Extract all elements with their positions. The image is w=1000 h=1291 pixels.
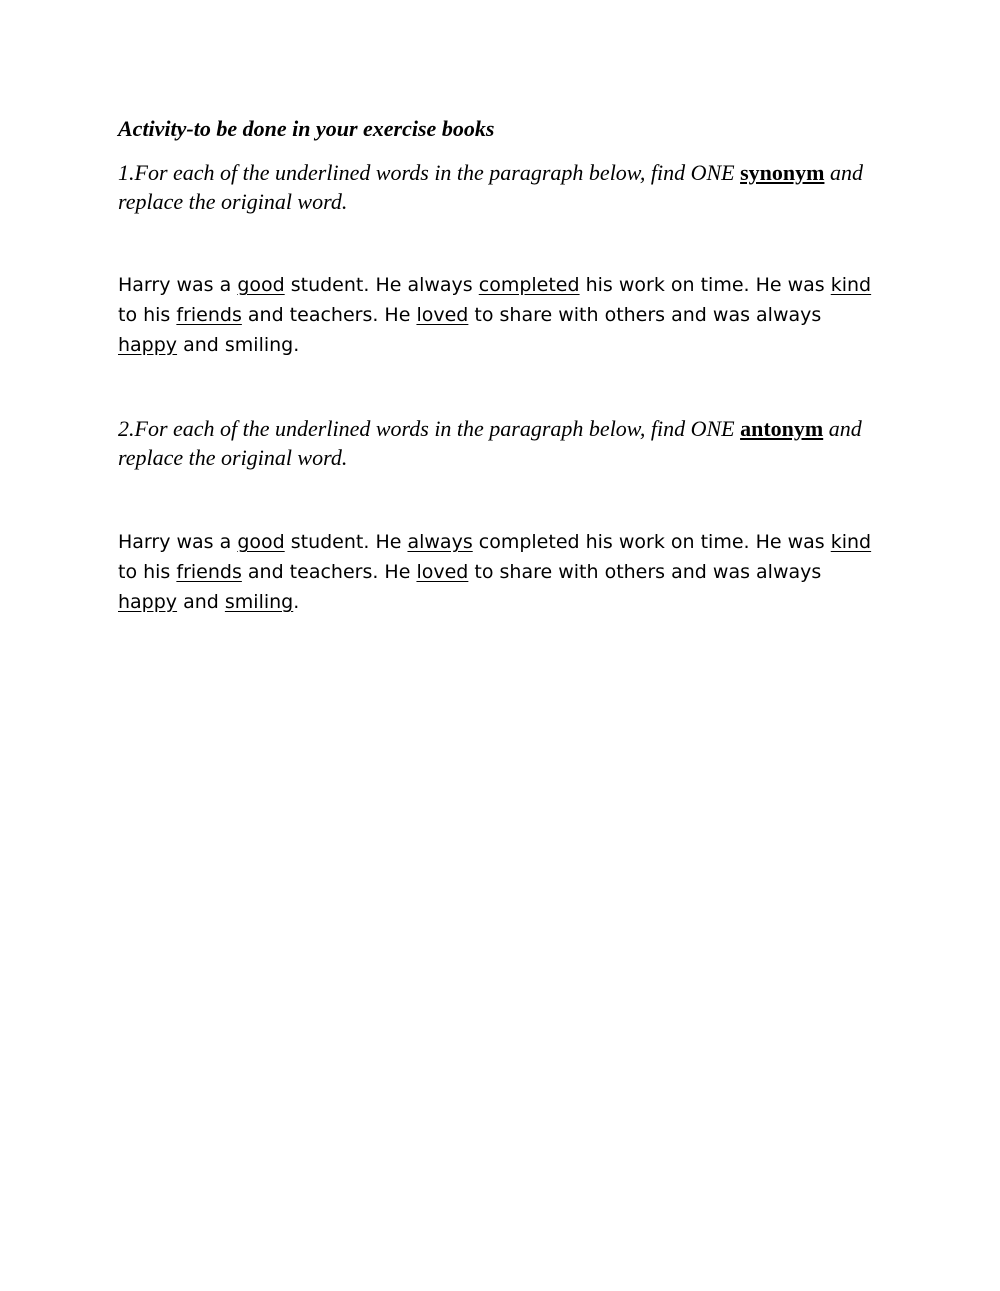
- paragraph-synonym: [118, 270, 878, 360]
- underlined-word: good: [237, 274, 285, 296]
- instruction-text-end: and replace the original word.: [118, 160, 863, 214]
- paragraph-text: completed his work on time. He was: [472, 531, 831, 553]
- underlined-word: good: [237, 531, 285, 553]
- paragraph-text: and teachers. He: [241, 561, 417, 583]
- paragraph-text: student. He: [284, 531, 408, 553]
- paragraph-text: and smiling.: [177, 334, 300, 356]
- underlined-word: kind: [830, 531, 872, 553]
- keyword-antonym: antonym: [740, 416, 824, 441]
- paragraph-text: and teachers. He: [241, 304, 417, 326]
- underlined-word: loved: [416, 304, 469, 326]
- underlined-word: always: [407, 531, 473, 553]
- underlined-word: friends: [176, 561, 242, 583]
- underlined-word: happy: [118, 591, 178, 613]
- paragraph-text: Harry was a: [118, 531, 238, 553]
- paragraph-text: .: [293, 591, 300, 613]
- instruction-text-end: and replace the original word.: [118, 416, 862, 470]
- paragraph-text: and: [177, 591, 225, 613]
- instruction-text: 2.For each of the underlined words in the paragraph below, find ONE: [118, 416, 741, 441]
- paragraph-antonym: [118, 527, 878, 617]
- page-title: Activity-to be done in your exercise books: [118, 116, 495, 141]
- keyword-synonym: synonym: [740, 160, 825, 185]
- paragraph-text: to share with others and was always: [468, 304, 822, 326]
- paragraph-text: Harry was a: [118, 274, 238, 296]
- underlined-word: smiling: [224, 591, 294, 613]
- paragraph-text: to share with others and was always: [468, 561, 822, 583]
- instruction-synonym: [118, 158, 898, 216]
- instruction-text: 1.For each of the underlined words in the paragraph below, find ONE: [118, 160, 741, 185]
- underlined-word: happy: [118, 334, 178, 356]
- paragraph-text: to his: [118, 561, 177, 583]
- underlined-word: completed: [478, 274, 580, 296]
- instruction-antonym: [118, 414, 898, 472]
- underlined-word: friends: [176, 304, 242, 326]
- paragraph-text: his work on time. He was: [579, 274, 831, 296]
- paragraph-text: to his: [118, 304, 177, 326]
- underlined-word: loved: [416, 561, 469, 583]
- paragraph-text: student. He always: [284, 274, 479, 296]
- underlined-word: kind: [830, 274, 872, 296]
